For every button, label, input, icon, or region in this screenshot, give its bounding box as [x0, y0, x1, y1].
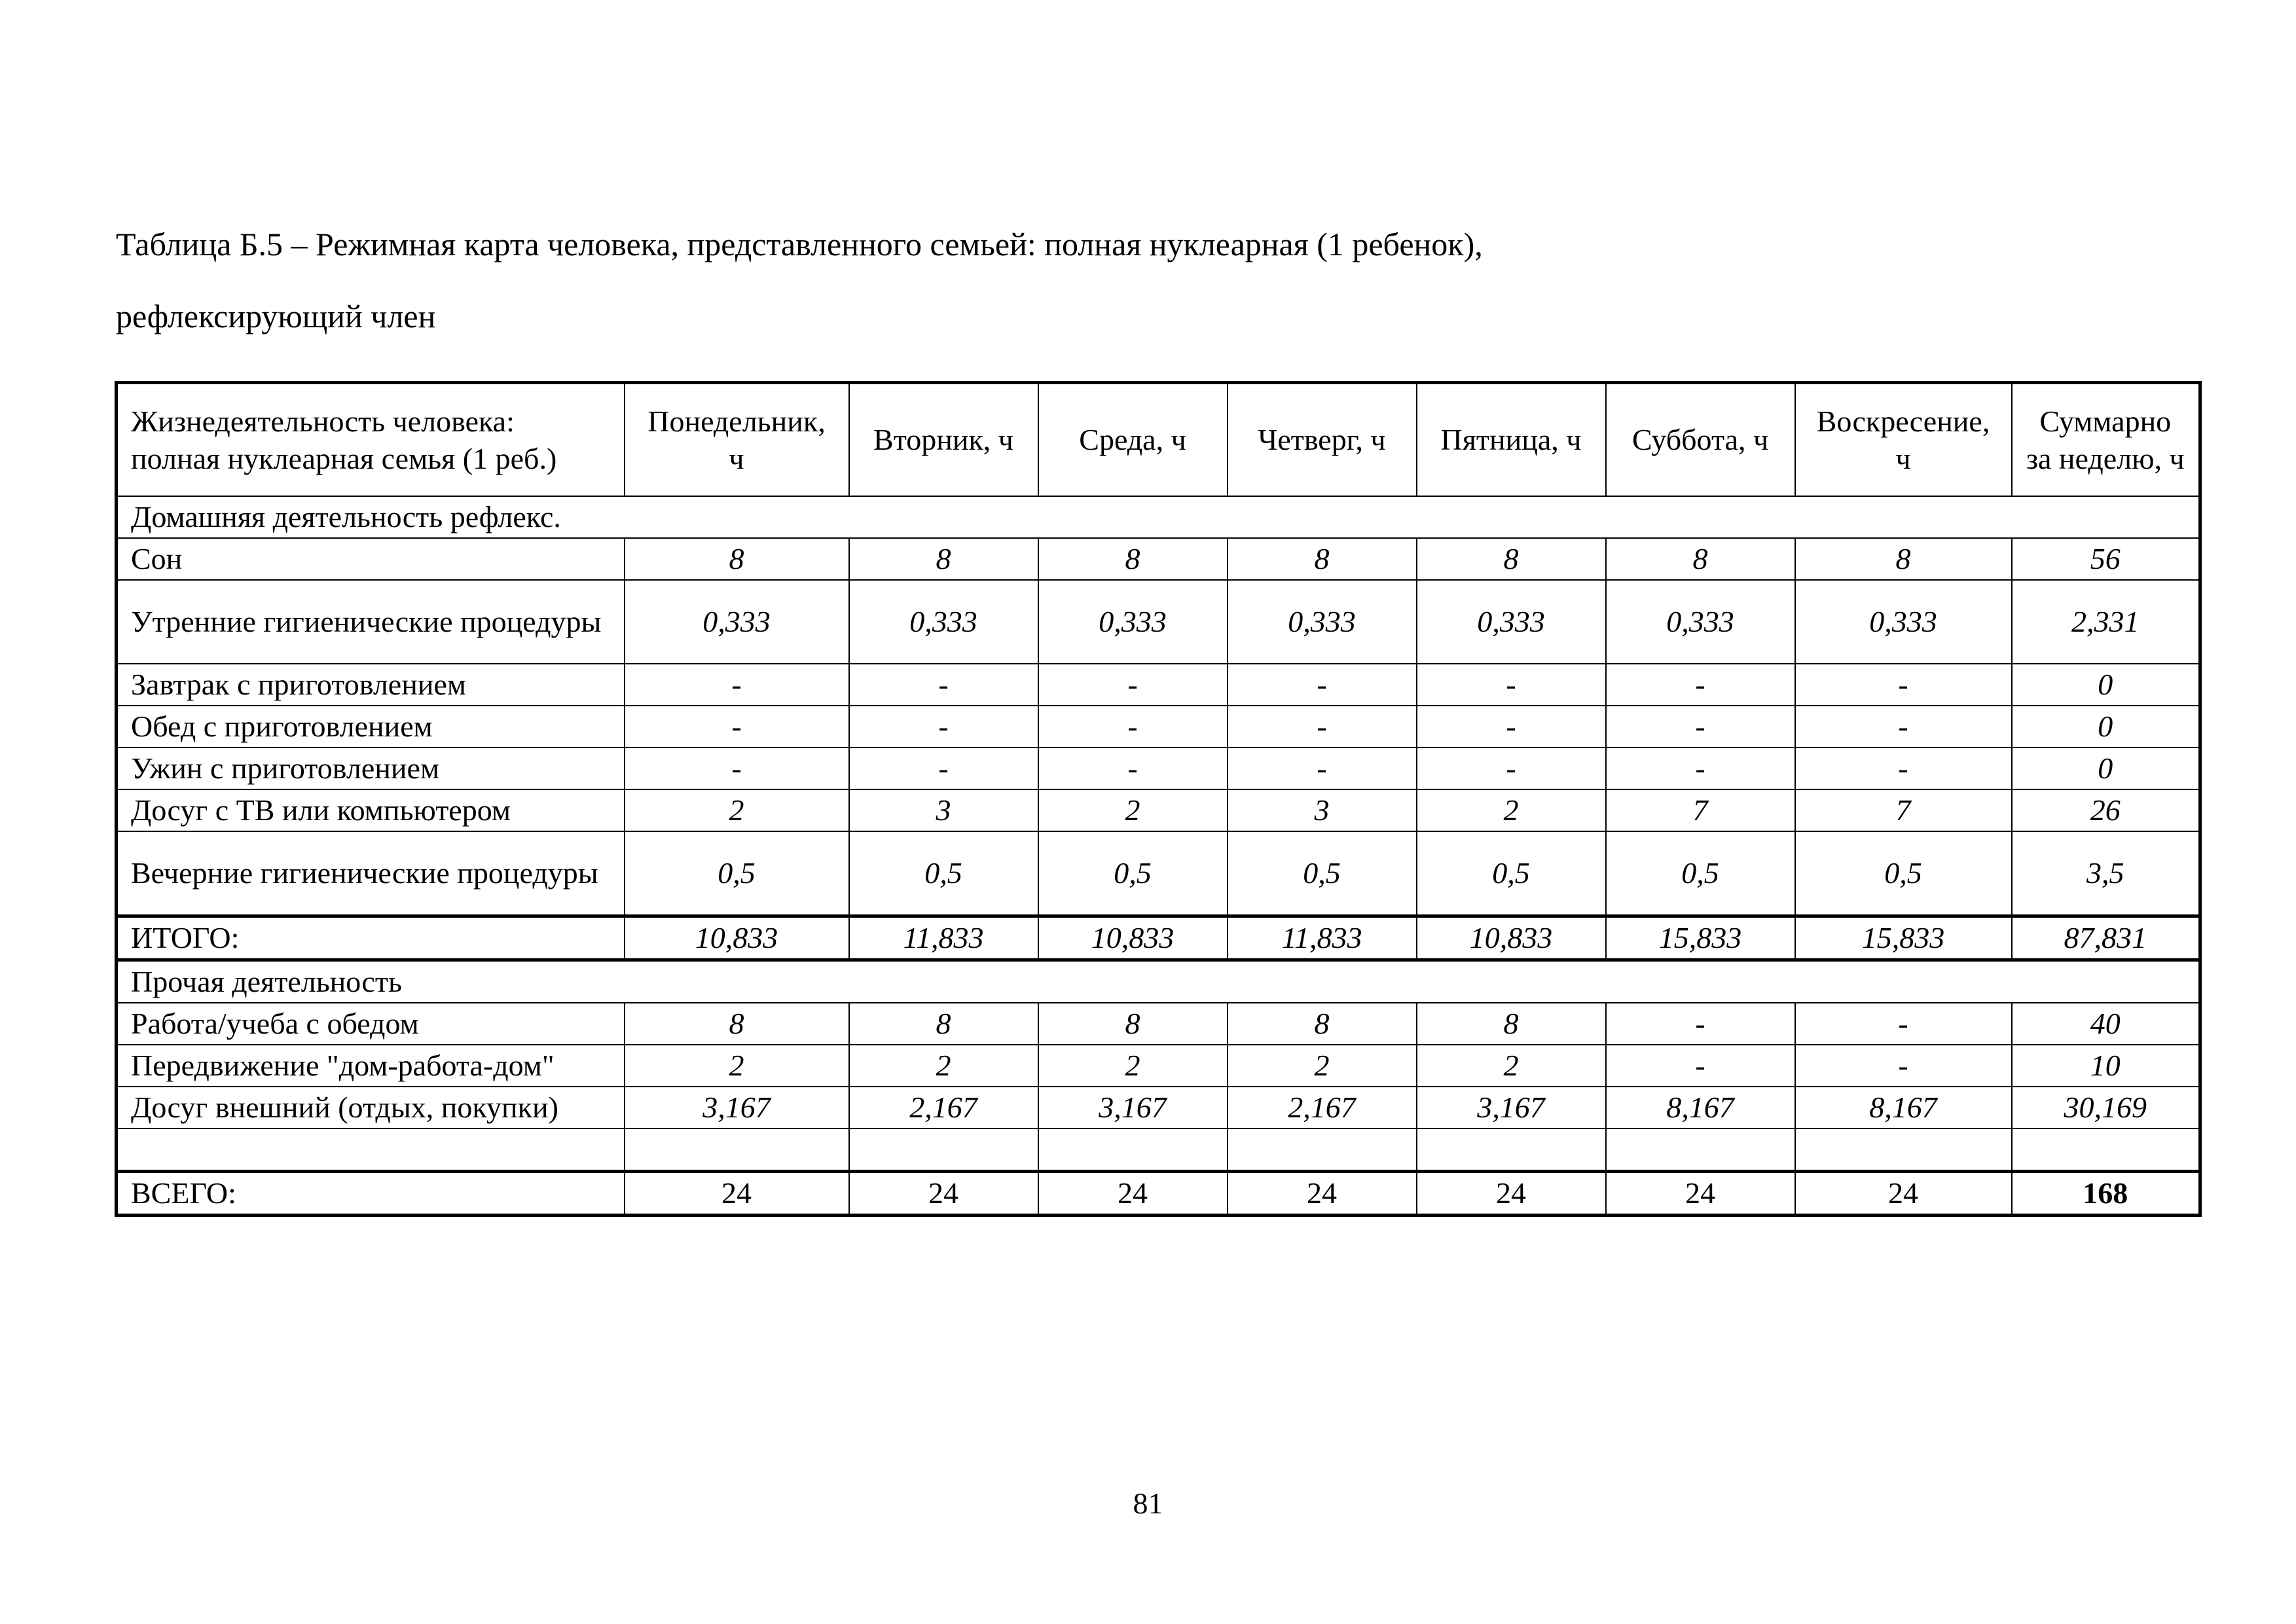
table-cell: 0,333	[1038, 580, 1228, 664]
table-cell: -	[1795, 1003, 2012, 1045]
row-label: Работа/учеба с обедом	[117, 1003, 625, 1045]
table-cell: -	[625, 748, 849, 789]
empty-cell	[1606, 1128, 1795, 1172]
page-number: 81	[1133, 1487, 1163, 1520]
table-cell: -	[625, 664, 849, 706]
table-cell: 2,167	[849, 1087, 1038, 1128]
table-row	[117, 1087, 2200, 1128]
subtotal-row	[117, 916, 2200, 960]
table-row	[117, 538, 2200, 580]
table-cell: 2	[1038, 1045, 1228, 1087]
empty-cell	[2012, 1128, 2200, 1172]
table-cell: -	[1795, 748, 2012, 789]
header-cell-activity: Жизнедеятельность человека: полная нуклеарная семья (1 реб.)	[117, 383, 625, 497]
table-row	[117, 1045, 2200, 1087]
table-cell: -	[1417, 706, 1606, 748]
empty-cell	[117, 1128, 625, 1172]
table-cell: 8	[1228, 538, 1417, 580]
table-cell: 8	[625, 1003, 849, 1045]
table-cell: 7	[1606, 789, 1795, 831]
header-cell-tuesday: Вторник, ч	[849, 383, 1038, 497]
total-row	[117, 1172, 2200, 1216]
table-cell: -	[1606, 706, 1795, 748]
header-cell-saturday: Суббота, ч	[1606, 383, 1795, 497]
table-cell: 8	[625, 538, 849, 580]
table-cell: 30,169	[2012, 1087, 2200, 1128]
empty-row	[117, 1128, 2200, 1172]
section-title: Прочая деятельность	[117, 960, 2200, 1003]
table-cell: 0,333	[849, 580, 1038, 664]
row-label: Досуг внешний (отдых, покупки)	[117, 1087, 625, 1128]
table-cell: 2	[1228, 1045, 1417, 1087]
table-cell: 24	[1417, 1172, 1606, 1216]
table-cell: 2,331	[2012, 580, 2200, 664]
empty-cell	[849, 1128, 1038, 1172]
table-cell: 8	[1038, 538, 1228, 580]
table-cell: -	[1795, 1045, 2012, 1087]
table-row	[117, 831, 2200, 916]
empty-cell	[625, 1128, 849, 1172]
table-cell: 8	[1795, 538, 2012, 580]
table-row	[117, 580, 2200, 664]
section-row-other	[117, 960, 2200, 1003]
table-cell: 0,5	[1417, 831, 1606, 916]
table-cell: 0,5	[1228, 831, 1417, 916]
empty-cell	[1038, 1128, 1228, 1172]
table-cell: 10,833	[625, 916, 849, 960]
table-cell: 24	[1606, 1172, 1795, 1216]
table-cell: 2	[1417, 789, 1606, 831]
table-row	[117, 1003, 2200, 1045]
table-row	[117, 789, 2200, 831]
header-cell-wednesday: Среда, ч	[1038, 383, 1228, 497]
table-cell: -	[1228, 748, 1417, 789]
header-cell-weekly-total: Суммарно за неделю, ч	[2012, 383, 2200, 497]
table-row	[117, 664, 2200, 706]
row-label: Передвижение "дом-работа-дом"	[117, 1045, 625, 1087]
table-cell: 15,833	[1795, 916, 2012, 960]
table-cell: 2	[849, 1045, 1038, 1087]
row-label: Досуг с ТВ или компьютером	[117, 789, 625, 831]
table-cell: 2	[1038, 789, 1228, 831]
table-cell: 24	[1795, 1172, 2012, 1216]
table-cell: 11,833	[849, 916, 1038, 960]
table-cell: -	[1606, 664, 1795, 706]
table-cell: 87,831	[2012, 916, 2200, 960]
table-cell: 8	[1417, 538, 1606, 580]
table-cell: 0	[2012, 664, 2200, 706]
table-cell: -	[1038, 748, 1228, 789]
row-label: Утренние гигиенические процедуры	[117, 580, 625, 664]
table-cell: 0,5	[1795, 831, 2012, 916]
table-cell: -	[1417, 664, 1606, 706]
table-cell: 0,333	[1795, 580, 2012, 664]
table-cell: 8	[1038, 1003, 1228, 1045]
table-cell: 8,167	[1795, 1087, 2012, 1128]
caption-line-2: рефлексирующий член	[116, 298, 436, 334]
table-cell: 10,833	[1038, 916, 1228, 960]
header-cell-thursday: Четверг, ч	[1228, 383, 1417, 497]
table-cell: 8	[849, 1003, 1038, 1045]
table-cell: -	[849, 664, 1038, 706]
header-cell-sunday: Воскресение, ч	[1795, 383, 2012, 497]
table-cell: -	[1606, 1045, 1795, 1087]
table-cell: 2,167	[1228, 1087, 1417, 1128]
table-cell: 0,5	[1038, 831, 1228, 916]
table-cell: 10,833	[1417, 916, 1606, 960]
row-label: Обед с приготовлением	[117, 706, 625, 748]
table-cell: 24	[1038, 1172, 1228, 1216]
table-cell: 2	[1417, 1045, 1606, 1087]
table-cell: -	[849, 748, 1038, 789]
table-cell: 24	[1228, 1172, 1417, 1216]
table-cell: -	[1606, 1003, 1795, 1045]
header-cell-monday: Понедельник, ч	[625, 383, 849, 497]
table-cell: 7	[1795, 789, 2012, 831]
header-cell-friday: Пятница, ч	[1417, 383, 1606, 497]
empty-cell	[1417, 1128, 1606, 1172]
table-cell: 24	[849, 1172, 1038, 1216]
row-label: Вечерние гигиенические процедуры	[117, 831, 625, 916]
table-cell: 0,333	[625, 580, 849, 664]
regime-table	[115, 381, 2202, 1217]
empty-cell	[1795, 1128, 2012, 1172]
table-cell: -	[1795, 664, 2012, 706]
table-cell: 26	[2012, 789, 2200, 831]
table-cell: 0,5	[1606, 831, 1795, 916]
table-cell: -	[1606, 748, 1795, 789]
table-caption	[116, 208, 2211, 352]
table-cell: 0	[2012, 748, 2200, 789]
row-label: Ужин с приготовлением	[117, 748, 625, 789]
table-cell: 3	[1228, 789, 1417, 831]
section-title: Домашняя деятельность рефлекс.	[117, 496, 2200, 538]
grand-total-cell: 168	[2012, 1172, 2200, 1216]
table-cell: 3,5	[2012, 831, 2200, 916]
row-label: ИТОГО:	[117, 916, 625, 960]
table-cell: 40	[2012, 1003, 2200, 1045]
table-cell: 8	[1606, 538, 1795, 580]
table-cell: 11,833	[1228, 916, 1417, 960]
section-row-home	[117, 496, 2200, 538]
table-cell: 3	[849, 789, 1038, 831]
header-row	[117, 383, 2200, 497]
table-cell: 2	[625, 789, 849, 831]
table-cell: -	[1417, 748, 1606, 789]
table-cell: 0	[2012, 706, 2200, 748]
table-row	[117, 706, 2200, 748]
table-cell: 8	[1417, 1003, 1606, 1045]
table-cell: -	[1795, 706, 2012, 748]
table-cell: -	[625, 706, 849, 748]
table-cell: 0,333	[1417, 580, 1606, 664]
table-cell: 0,5	[849, 831, 1038, 916]
table-cell: 2	[625, 1045, 849, 1087]
table-cell: 3,167	[1417, 1087, 1606, 1128]
table-cell: 0,5	[625, 831, 849, 916]
table-cell: -	[1038, 664, 1228, 706]
table-cell: 24	[625, 1172, 849, 1216]
table-cell: 3,167	[625, 1087, 849, 1128]
caption-line-1: Таблица Б.5 – Режимная карта человека, представленного семьей: полная нуклеарная (1 ребенок),	[116, 226, 1483, 262]
table-cell: 0,333	[1606, 580, 1795, 664]
row-label: ВСЕГО:	[117, 1172, 625, 1216]
row-label: Завтрак с приготовлением	[117, 664, 625, 706]
table-cell: 15,833	[1606, 916, 1795, 960]
table-cell: -	[849, 706, 1038, 748]
table-cell: -	[1228, 664, 1417, 706]
table-cell: 8	[849, 538, 1038, 580]
table-cell: 8	[1228, 1003, 1417, 1045]
table-row	[117, 748, 2200, 789]
empty-cell	[1228, 1128, 1417, 1172]
row-label: Сон	[117, 538, 625, 580]
table-cell: 10	[2012, 1045, 2200, 1087]
table-cell: -	[1228, 706, 1417, 748]
table-cell: 3,167	[1038, 1087, 1228, 1128]
table-cell: 8,167	[1606, 1087, 1795, 1128]
table-cell: -	[1038, 706, 1228, 748]
table-cell: 56	[2012, 538, 2200, 580]
table-cell: 0,333	[1228, 580, 1417, 664]
